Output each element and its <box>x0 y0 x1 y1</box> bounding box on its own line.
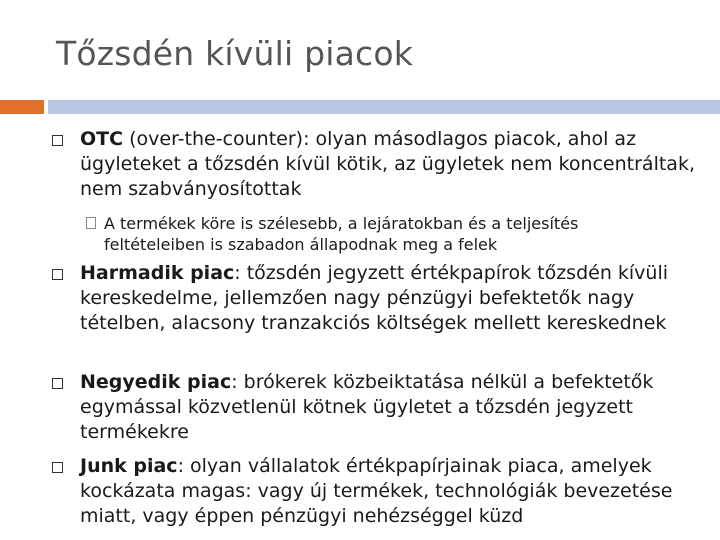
bullet-harmadik-piac <box>80 261 695 336</box>
bullet-square-icon <box>52 269 63 280</box>
title-underline-bar <box>48 100 720 114</box>
bullet-term: Junk piac <box>80 455 178 477</box>
bullet-term: OTC <box>80 128 124 150</box>
bullet-term: Harmadik piac <box>80 262 235 284</box>
bullet-text: : olyan vállalatok értékpapírjainak piaca, amelyek kockázata magas: vagy új termékek, technológiák bevezetése miatt, vagy éppen pénzügyi nehézséggel küzd <box>80 455 673 527</box>
bullet-junk-piac <box>80 454 695 529</box>
bullet-square-icon <box>52 462 63 473</box>
title-accent-bar <box>0 100 44 114</box>
bullet-text: : brókerek közbeiktatása nélkül a befektetők egymással közvetlenül kötnek ügyletet a tőzsdén jegyzett termékekre <box>80 371 654 443</box>
bullet-text: : tőzsdén jegyzett értékpapírok tőzsdén kívüli kereskedelme, jellemzően nagy pénzügyi befektetők nagy tételben, alacsony tranzakciós költségek mellett kereskednek <box>80 262 669 334</box>
bullet-term: Negyedik piac <box>80 371 232 393</box>
bullet-negyedik-piac <box>80 370 695 445</box>
bullet-square-icon <box>52 378 63 389</box>
sub-bullet-otc: A termékek köre is szélesebb, a lejáratokban és a teljesítés feltételeiben is szabadon állapodnak meg a felek <box>104 214 579 254</box>
bullet-square-icon <box>52 135 63 146</box>
bullet-otc <box>80 127 695 202</box>
bullet-text: (over-the-counter): olyan másodlagos piacok, ahol az ügyleteket a tőzsdén kívül kötik, az ügyletek nem koncentráltak, nem szabványosítottak <box>80 128 695 200</box>
slide-title: Tőzsdén kívüli piacok <box>56 34 414 73</box>
sub-bullet-icon <box>86 217 96 229</box>
